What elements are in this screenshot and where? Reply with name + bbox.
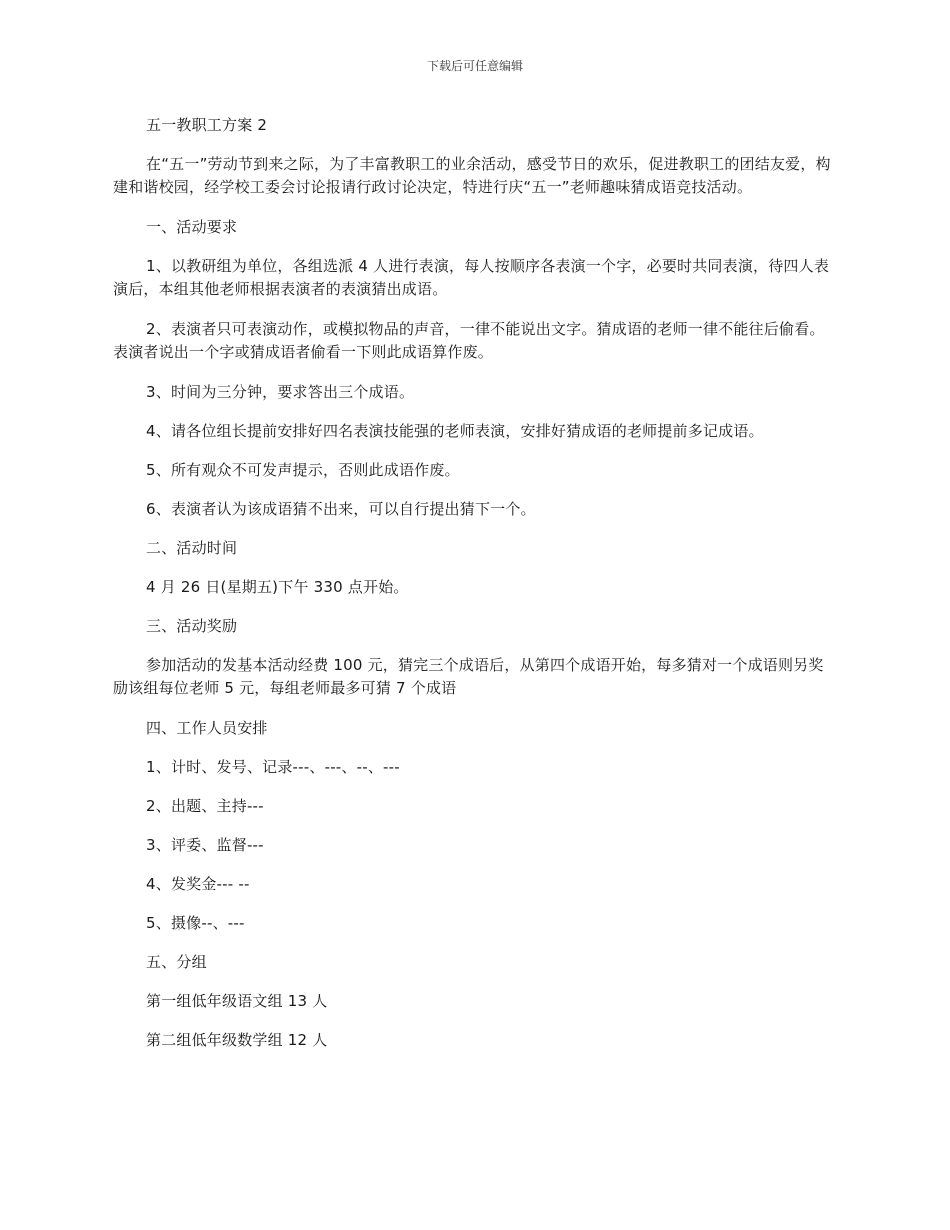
requirement-item: 4、请各位组长提前安排好四名表演技能强的老师表演，安排好猜成语的老师提前多记成语。 [146,422,764,440]
staff-item: 4、发奖金--- -- [146,875,250,893]
section-heading-groups: 五、分组 [146,953,207,971]
staff-item: 5、摄像--、--- [146,914,245,932]
requirement-item: 3、时间为三分钟，要求答出三个成语。 [146,383,415,401]
section-heading-rewards: 三、活动奖励 [146,617,238,635]
requirement-item: 2、表演者只可表演动作，或模拟物品的声音，一律不能说出文字。猜成语的老师一律不能往后偷看。表演者说出一个字或猜成语者偷看一下则此成语算作废。 [113,320,825,361]
section-heading-staff: 四、工作人员安排 [146,719,268,737]
requirement-item: 5、所有观众不可发声提示，否则此成语作废。 [146,461,460,479]
staff-item: 3、评委、监督--- [146,836,264,854]
document-body [113,114,835,1068]
page-header-note: 下载后可任意编辑 [426,59,523,73]
group-item: 第一组低年级语文组 13 人 [146,992,328,1010]
activity-time-text: 4 月 26 日(星期五)下午 330 点开始。 [146,578,409,596]
section-heading-time: 二、活动时间 [146,539,238,557]
staff-item: 1、计时、发号、记录---、---、--、--- [146,758,400,776]
requirement-item: 1、以教研组为单位，各组选派 4 人进行表演，每人按顺序各表演一个字，必要时共同表演，待四人表演后，本组其他老师根据表演者的表演猜出成语。 [113,257,830,298]
requirement-item: 6、表演者认为该成语猜不出来，可以自行提出猜下一个。 [146,500,536,518]
intro-paragraph: 在“五一”劳动节到来之际，为了丰富教职工的业余活动，感受节日的欢乐，促进教职工的团结友爱，构建和谐校园，经学校工委会讨论报请行政讨论决定，特进行庆“五一”老师趣味猜成语竞技活动。 [113,155,831,196]
staff-item: 2、出题、主持--- [146,797,264,815]
group-item: 第二组低年级数学组 12 人 [146,1031,328,1049]
document-title: 五一教职工方案 2 [146,116,268,134]
section-heading-requirements: 一、活动要求 [146,218,238,236]
rewards-paragraph: 参加活动的发基本活动经费 100 元，猜完三个成语后，从第四个成语开始，每多猜对一个成语则另奖励该组每位老师 5 元，每组老师最多可猜 7 个成语 [113,656,824,697]
